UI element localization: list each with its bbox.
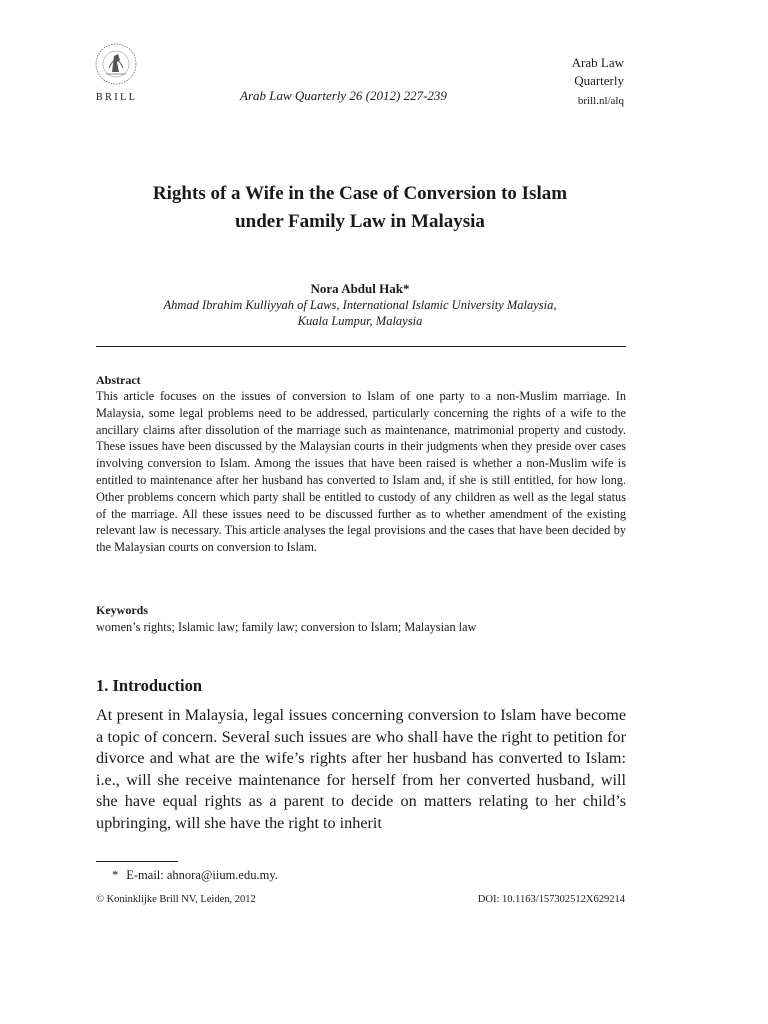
author-name: Nora Abdul Hak* <box>310 281 410 296</box>
affiliation-line2: Kuala Lumpur, Malaysia <box>297 314 423 328</box>
section-heading: 1. Introduction <box>96 676 203 695</box>
journal-url[interactable]: brill.nl/alq <box>577 95 624 107</box>
title-line2: under Family Law in Malaysia <box>235 211 485 232</box>
brill-logo-icon <box>92 40 140 92</box>
footnote <box>112 868 278 883</box>
journal-name-line2: Quarterly <box>574 73 624 88</box>
abstract-text: This article focuses on the issues of conversion to Islam of one party to a non-Muslim marriage. In Malaysia, some legal problems need to be addressed, particularly concerning the rights of a wife to the ancillary claims after dissolution of the marriage such as maintenance, matrimonial property and custody. These issues have been discussed by the Malaysian courts in their judgments when they preside over cases involving conversion to Islam. Among the issues that have been raised is whether a non-Muslim wife is entitled to maintenance after her husband has converted to Islam and, if she is still entitled, for how long. Other problems concern which party shall be entitled to custody of any children as well as the legal status of the marriage. All these issues need to be discussed further as to whether amendment of the existing relevant law is necessary. This article analyses the legal provisions and the cases that have been decided by the Malaysian courts on conversion to Islam. <box>96 389 626 555</box>
abstract-heading: Abstract <box>96 373 141 387</box>
doi[interactable]: DOI: 10.1163/157302512X629214 <box>477 894 625 905</box>
introduction-text: At present in Malaysia, legal issues concerning conversion to Islam have become a topic of concern. Several such issues are who shall have the right to petition for divorce and what are the wife’s rights after her husband has converted to Islam: i.e., will she receive maintenance for herself from her converted husband, will she have equal rights as a parent to decide on matters relating to her child’s upbringing, will she have the right to inherit <box>96 706 626 832</box>
running-citation: Arab Law Quarterly 26 (2012) 227-239 <box>240 88 447 103</box>
affiliation-line1: Ahmad Ibrahim Kulliyyah of Laws, International Islamic University Malaysia, <box>163 298 557 312</box>
footnote-mark: * <box>112 868 119 882</box>
copyright-notice: © Koninklijke Brill NV, Leiden, 2012 <box>96 894 256 905</box>
footnote-text: E-mail: ahnora@iium.edu.my. <box>126 868 278 882</box>
article-title <box>96 180 624 236</box>
journal-name-line1: Arab Law <box>571 55 624 70</box>
title-line1: Rights of a Wife in the Case of Conversion to Islam <box>152 183 568 204</box>
publisher-name: BRILL <box>96 92 138 103</box>
keywords-text: women’s rights; Islamic law; family law; conversion to Islam; Malaysian law <box>96 620 477 634</box>
keywords-heading: Keywords <box>96 603 148 617</box>
journal-block <box>572 54 624 110</box>
footnote-divider <box>96 861 178 862</box>
author-affiliation <box>96 297 624 329</box>
title-divider <box>96 346 626 347</box>
